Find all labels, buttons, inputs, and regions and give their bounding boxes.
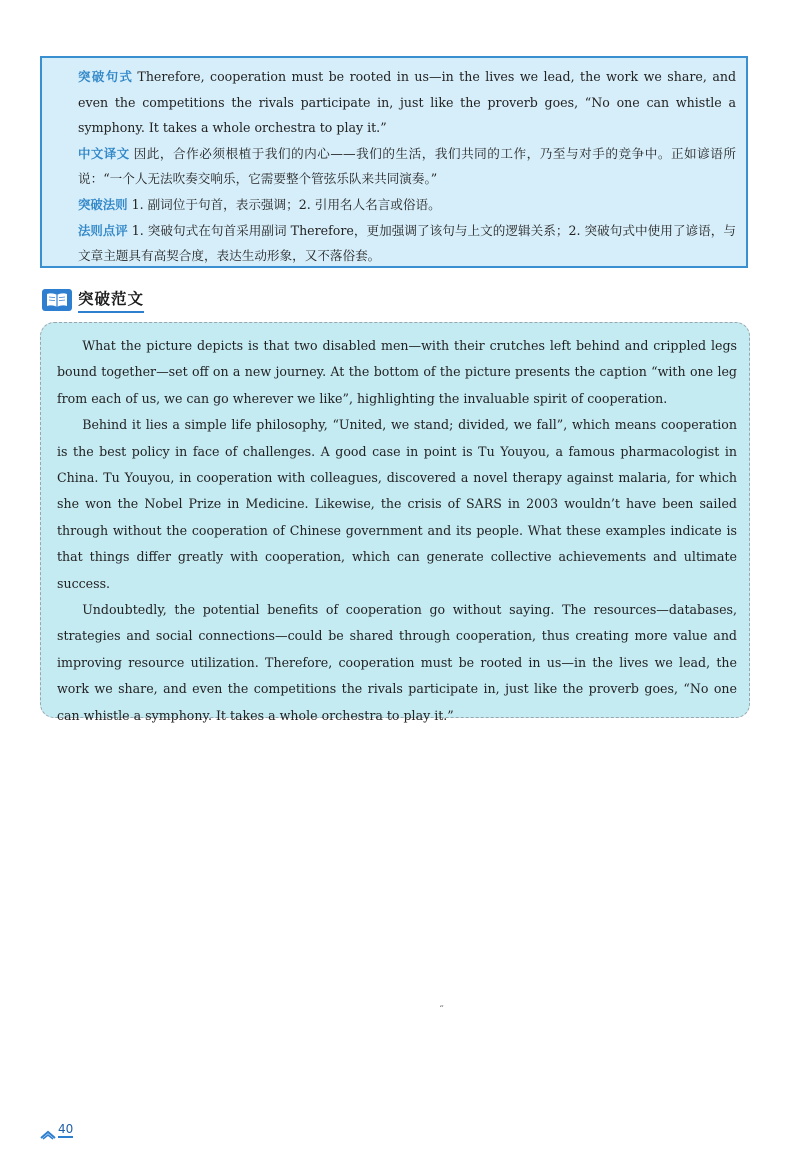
info-row-sentence — [78, 64, 736, 141]
essay-paragraph: What the picture depicts is that two disabled men—with their crutches left behind and crippled legs bound together—set off on a new journey. At the bottom of the picture presents the caption “with one leg from each of us, we can go wherever we like”, highlighting the invaluable spirit of cooperation. — [57, 338, 737, 406]
info-box — [40, 56, 748, 268]
info-tag: 突破句式 — [78, 69, 134, 84]
open-book-icon — [42, 289, 72, 311]
section-title: 突破范文 — [78, 287, 144, 313]
essay-paragraph: Behind it lies a simple life philosophy, “United, we stand; divided, we fall”, which means cooperation is the best policy in face of challenges. A good case in point is Tu Youyou, a famous pharmacologist in China. Tu Youyou, in cooperation with colleagues, discovered a novel therapy against malaria, for which she won the Nobel Prize in Medicine. Likewise, the crisis of SARS in 2003 wouldn’t have been sailed through without the cooperation of Chinese government and its people. What these examples indicate is that things differ greatly with cooperation, which can generate collective achievements and ultimate success. — [57, 417, 737, 591]
info-tag: 法则点评 — [78, 222, 128, 238]
info-row-translation — [78, 141, 736, 192]
info-text: Therefore, cooperation must be rooted in us—in the lives we lead, the work we share, and even the competitions the rivals participate in, just like the proverb goes, “No one can whistle a symphony. It takes a whole orchestra to play it.” — [78, 69, 737, 136]
model-essay-box — [40, 322, 750, 723]
section-heading — [42, 288, 144, 312]
info-row-rule — [78, 192, 736, 218]
info-text: 1. 突破句式在句首采用副词 Therefore，更加强调了该句与上文的逻辑关系；2. 突破句式中使用了谚语，与文章主题具有高契合度，表达生动形象，又不落俗套。 — [78, 222, 737, 264]
info-text: 1. 副词位于句首，表示强调；2. 引用名人名言或俗语。 — [131, 196, 441, 212]
page-corner-icon — [40, 1125, 56, 1135]
scan-speck: ˶ — [440, 1000, 444, 1011]
page-footer — [40, 1122, 73, 1138]
info-text: 因此，合作必须根植于我们的内心——我们的生活，我们共同的工作，乃至与对手的竞争中。正如谚语所说：“一个人无法吹奏交响乐，它需要整个管弦乐队来共同演奏。” — [78, 145, 736, 187]
page-number: 40 — [58, 1122, 74, 1136]
info-tag: 中文译文 — [78, 145, 130, 161]
essay-paragraph: Undoubtedly, the potential benefits of cooperation go without saying. The resources—databases, strategies and social connections—could be shared through cooperation, thus creating more value and improving resource utilization. Therefore, cooperation must be rooted in us—in the lives we lead, the work we share, and even the competitions the rivals participate in, just like the proverb goes, “No one can whistle a symphony. It takes a whole orchestra to play it.” — [57, 602, 737, 723]
info-row-comment — [78, 218, 736, 269]
info-tag: 突破法则 — [78, 196, 128, 212]
